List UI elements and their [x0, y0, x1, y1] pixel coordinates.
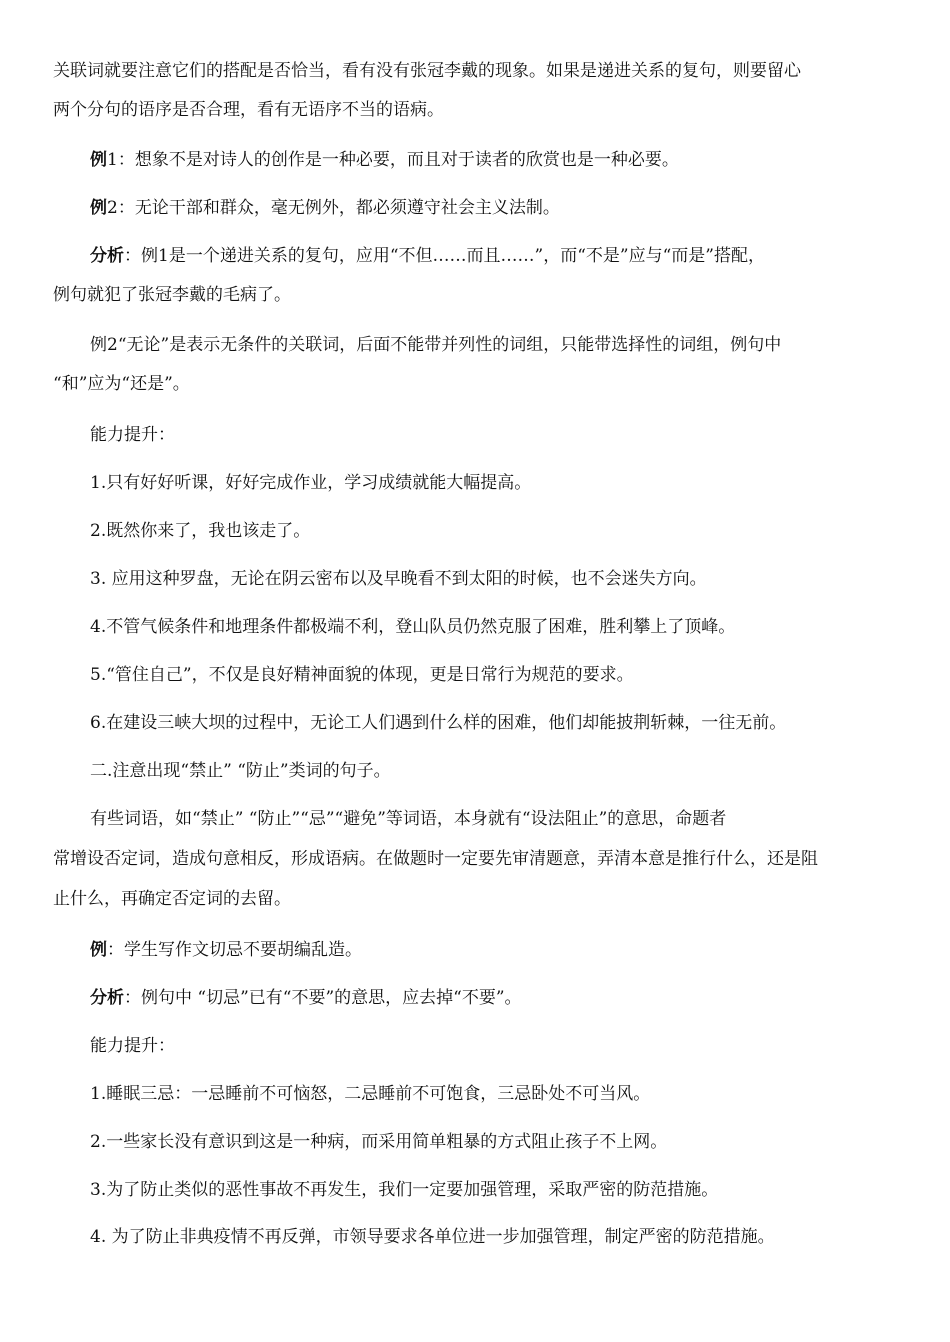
example-text: ：学生写作文切忌不要胡编乱造。 — [107, 940, 362, 960]
example-label: 例 — [90, 940, 107, 960]
section-2-para-line-3: 止什么，再确定否定词的去留。 — [53, 889, 291, 909]
example-label: 例 — [90, 198, 107, 218]
intro-line-2: 两个分句的语序是否合理，看有无语序不当的语病。 — [53, 100, 444, 120]
analysis-3 — [90, 987, 913, 1009]
section-2-para-line-2: 常增设否定词，造成句意相反，形成语病。在做题时一定要先审清题意，弄清本意是推行什么，还是阻 — [53, 849, 818, 869]
practice-1-item: 1.只有好好听课，好好完成作业，学习成绩就能大幅提高。 — [90, 473, 532, 493]
practice-1-item: 5.“管住自己”，不仅是良好精神面貌的体现，更是日常行为规范的要求。 — [90, 665, 634, 685]
analysis-1-line-1 — [90, 245, 913, 267]
example-3 — [90, 939, 913, 961]
analysis-2-line-2: “和”应为“还是”。 — [53, 374, 190, 394]
practice-2-item: 4. 为了防止非典疫情不再反弹，市领导要求各单位进一步加强管理，制定严密的防范措施。 — [90, 1227, 775, 1247]
practice-1-item: 3. 应用这种罗盘，无论在阴云密布以及早晚看不到太阳的时候，也不会迷失方向。 — [90, 569, 707, 589]
practice-1-item: 4.不管气候条件和地理条件都极端不利，登山队员仍然克服了困难，胜利攀上了顶峰。 — [90, 617, 736, 637]
example-2 — [90, 197, 913, 219]
practice-2-item: 1.睡眠三忌：一忌睡前不可恼怒，二忌睡前不可饱食，三忌卧处不可当风。 — [90, 1084, 651, 1104]
example-label: 例 — [90, 150, 107, 170]
intro-line-1: 关联词就要注意它们的搭配是否恰当，看有没有张冠李戴的现象。如果是递进关系的复句，则要留心 — [53, 61, 801, 81]
analysis-text: ：例1是一个递进关系的复句，应用“不但……而且……”，而“不是”应与“而是”搭配， — [124, 246, 765, 266]
practice-1-item: 2.既然你来了，我也该走了。 — [90, 521, 311, 541]
practice-2-item: 2.一些家长没有意识到这是一种病，而采用简单粗暴的方式阻止孩子不上网。 — [90, 1132, 668, 1152]
example-1 — [90, 149, 913, 171]
example-text: 2：无论干部和群众，毫无例外，都必须遵守社会主义法制。 — [107, 198, 560, 218]
section-2-heading: 二.注意出现“禁止” “防止”类词的句子。 — [90, 761, 391, 781]
section-2-para-line-1: 有些词语，如“禁止” “防止”“忌”“避免”等词语，本身就有“设法阻止”的意思，命题者 — [90, 809, 727, 829]
practice-1-heading: 能力提升： — [90, 425, 175, 445]
practice-1-item: 6.在建设三峡大坝的过程中，无论工人们遇到什么样的困难，他们却能披荆斩棘，一往无前。 — [90, 713, 787, 733]
practice-2-item: 3.为了防止类似的恶性事故不再发生，我们一定要加强管理，采取严密的防范措施。 — [90, 1180, 719, 1200]
analysis-text: ：例句中 “切忌”已有“不要”的意思，应去掉“不要”。 — [124, 988, 522, 1008]
practice-2-heading: 能力提升： — [90, 1036, 175, 1056]
analysis-1-line-2: 例句就犯了张冠李戴的毛病了。 — [53, 285, 291, 305]
analysis-label: 分析 — [90, 246, 124, 266]
example-text: 1：想象不是对诗人的创作是一种必要，而且对于读者的欣赏也是一种必要。 — [107, 150, 679, 170]
analysis-2-line-1: 例2“无论”是表示无条件的关联词，后面不能带并列性的词组，只能带选择性的词组，例句中 — [90, 335, 782, 355]
analysis-label: 分析 — [90, 988, 124, 1008]
